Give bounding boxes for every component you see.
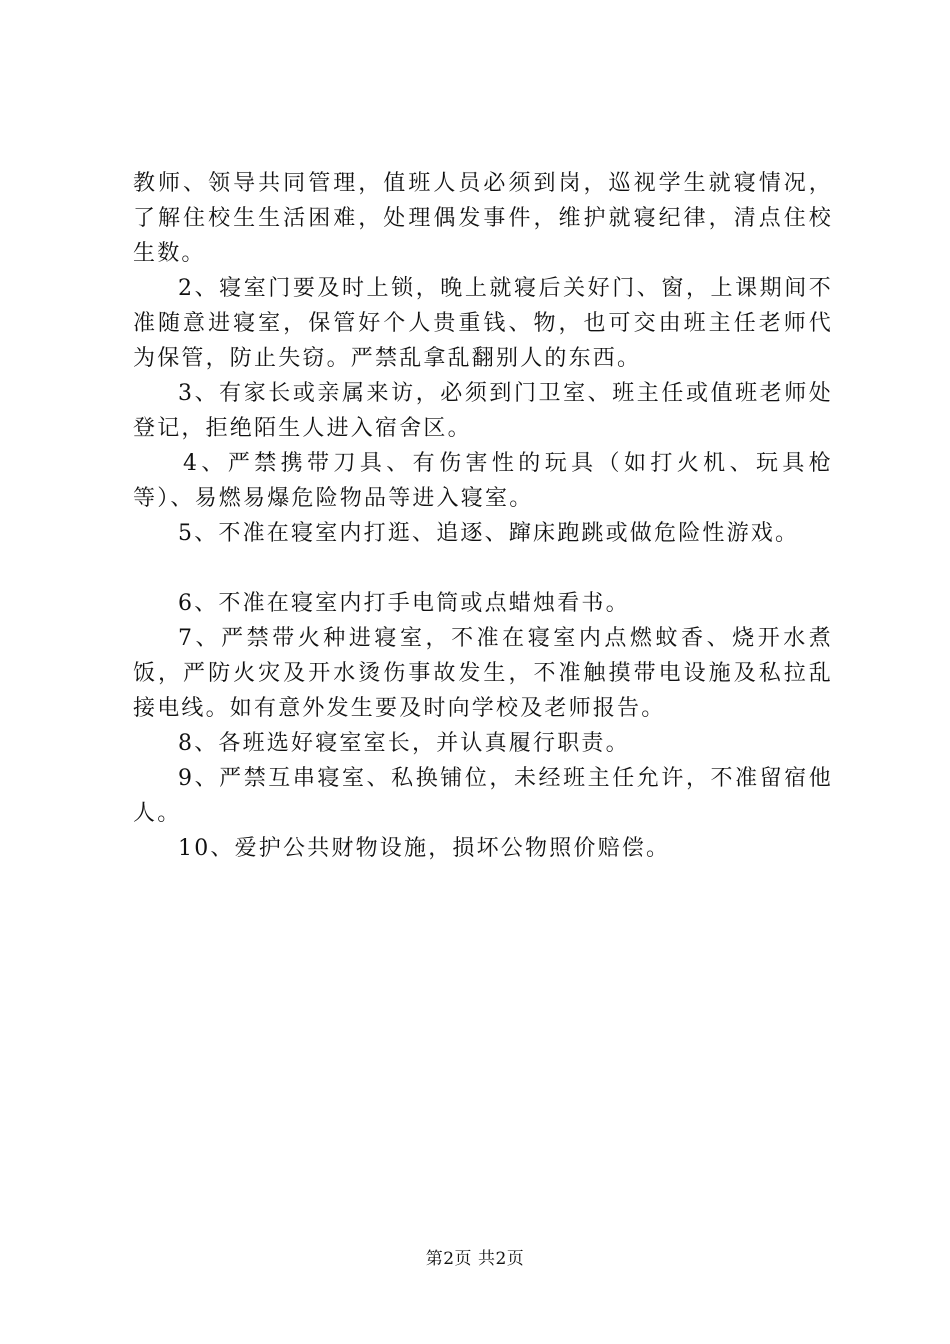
blank-line bbox=[133, 551, 833, 586]
rule-item-5: 5、不准在寝室内打逛、追逐、蹿床跑跳或做危险性游戏。 bbox=[178, 521, 800, 546]
rule-item-9: 9、严禁互串寝室、私换铺位，未经班主任允许，不准留宿他人。 bbox=[133, 766, 833, 826]
document-body bbox=[133, 166, 833, 866]
paragraph-continuation: 教师、领导共同管理，值班人员必须到岗，巡视学生就寝情况，了解住校生生活困难，处理偶发事件，维护就寝纪律，清点住校生数。 bbox=[133, 171, 833, 266]
rule-item-2: 2、寝室门要及时上锁，晚上就寝后关好门、窗，上课期间不准随意进寝室，保管好个人贵重钱、物，也可交由班主任老师代为保管，防止失窃。严禁乱拿乱翻别人的东西。 bbox=[133, 276, 833, 371]
rule-item-4: 4、严禁携带刀具、有伤害性的玩具（如打火机、玩具枪等）、易燃易爆危险物品等进入寝室。 bbox=[133, 451, 833, 511]
rule-item-3: 3、有家长或亲属来访，必须到门卫室、班主任或值班老师处登记，拒绝陌生人进入宿舍区。 bbox=[133, 381, 833, 441]
rule-item-8: 8、各班选好寝室室长，并认真履行职责。 bbox=[178, 731, 630, 756]
page-number-footer: 第2页 共2页 bbox=[425, 1249, 525, 1269]
rule-item-7: 7、严禁带火种进寝室，不准在寝室内点燃蚊香、烧开水煮饭，严防火灾及开水烫伤事故发生，不准触摸带电设施及私拉乱接电线。如有意外发生要及时向学校及老师报告。 bbox=[133, 626, 833, 721]
rule-item-6: 6、不准在寝室内打手电筒或点蜡烛看书。 bbox=[178, 591, 630, 616]
rule-item-10: 10、爱护公共财物设施，损坏公物照价赔偿。 bbox=[178, 836, 671, 861]
